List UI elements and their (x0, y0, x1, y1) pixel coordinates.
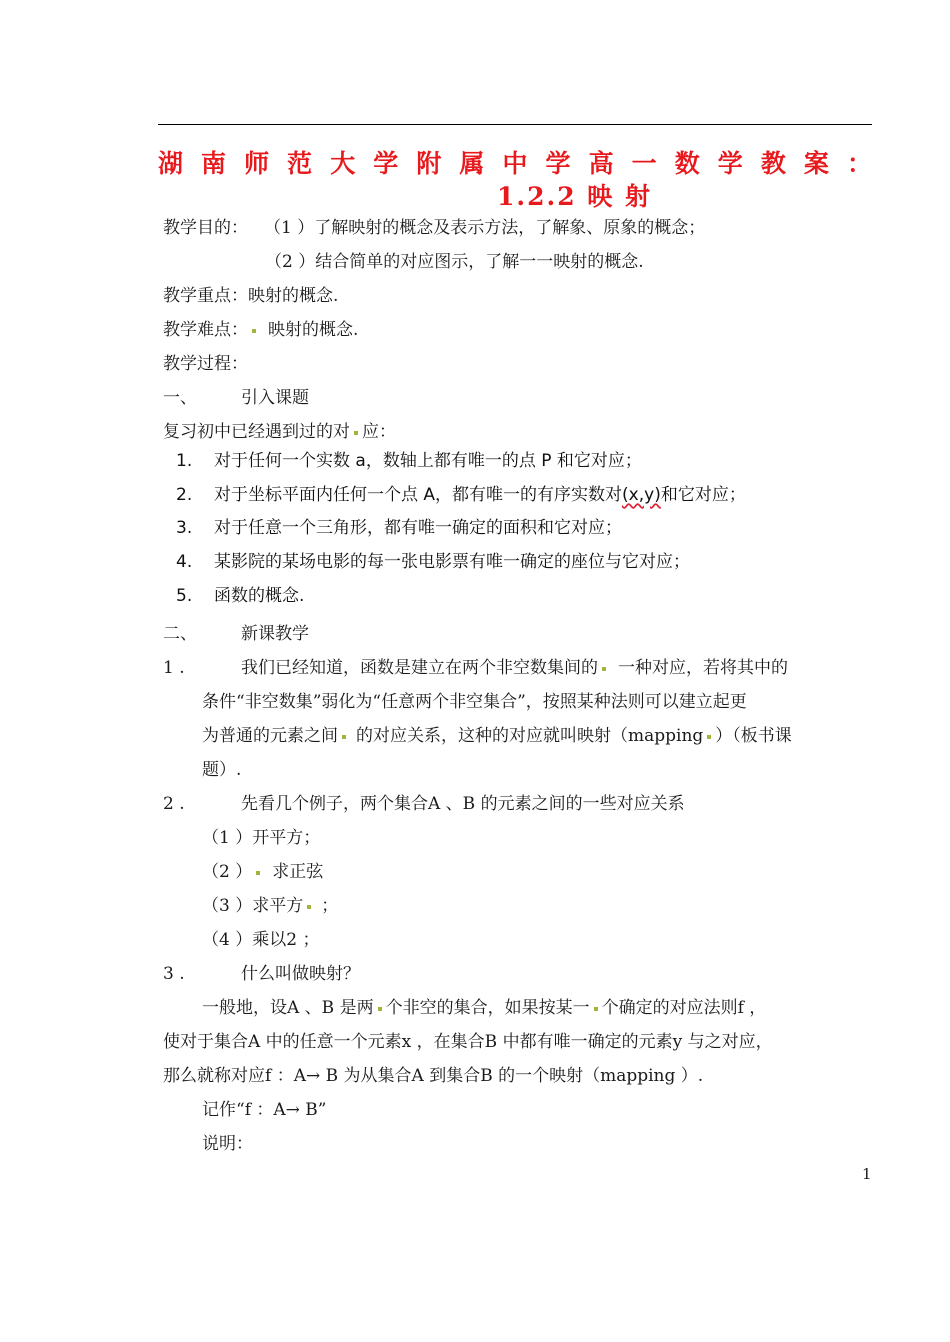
process-label: 教学过程： (163, 354, 248, 374)
section-1-heading (163, 386, 309, 410)
p3-note: 说明： (202, 1134, 253, 1154)
p1-line-2: 条件“非空数集”弱化为“任意两个非空集合”，按照某种法则可以建立起更 (202, 692, 747, 712)
marker-dot (252, 329, 256, 333)
review-item-4: 4. 某影院的某场电影的每一张电影票有唯一确定的座位与它对应； (176, 552, 690, 572)
marker-dot (342, 735, 346, 739)
p2-item-2: （2 ） 求正弦 (202, 862, 324, 882)
section-1-title: 引入课题 (241, 388, 309, 408)
section-1-index: 一、 (163, 388, 197, 408)
marker-dot (707, 735, 711, 739)
p3-line-1: 一般地，设A 、B 是两 个非空的集合，如果按某一 个确定的对应法则f ， (202, 998, 767, 1018)
p3-notation: 记作“f ：A→ B” (202, 1100, 327, 1120)
p2-item-3: （3 ）求平方 ； (202, 896, 339, 916)
marker-dot (256, 871, 260, 875)
review-intro: 复习初中已经遇到过的对 应： (163, 422, 396, 442)
p2-num: 2 . (163, 794, 185, 814)
difficulty-text: 映射的概念. (268, 320, 359, 340)
section-2-index: 二、 (163, 624, 197, 644)
p2-text: 先看几个例子，两个集合A 、B 的元素之间的一些对应关系 (241, 794, 685, 814)
header-rule (158, 124, 872, 125)
objective-2: （2 ）结合简单的对应图示，了解一一映射的概念. (265, 252, 644, 272)
marker-dot (354, 431, 358, 435)
objectives-line-1 (163, 216, 705, 240)
section-2-title: 新课教学 (241, 624, 309, 644)
difficulty-label: 教学难点： (163, 320, 248, 340)
section-2-heading (163, 622, 309, 646)
p2-item-4: （4 ）乘以2 ； (202, 930, 320, 950)
spellcheck-underline: (x,y) (622, 485, 661, 505)
review-item-5: 5. 函数的概念. (176, 586, 305, 606)
document-title: 湖南师范大学附属中学高一数学教案： (158, 149, 872, 178)
marker-dot (307, 905, 311, 909)
review-item-3: 3. 对于任意一个三角形，都有唯一确定的面积和它对应； (176, 518, 622, 538)
marker-dot (378, 1007, 382, 1011)
key-point: 教学重点：映射的概念. (163, 286, 339, 306)
p1-num: 1 . (163, 658, 185, 678)
p3-line-3: 那么就称对应f ：A→ B 为从集合A 到集合B 的一个映射（mapping ）. (163, 1066, 704, 1086)
marker-dot (602, 667, 606, 671)
p2-item-1: （1 ）开平方； (202, 828, 321, 848)
page-number: 1 (862, 1165, 872, 1183)
p3-line-2: 使对于集合A 中的任意一个元素x ，在集合B 中都有唯一确定的元素y 与之对应， (163, 1032, 773, 1052)
p1-line-4: 题）. (202, 760, 242, 780)
objectives-label: 教学目的： (163, 218, 248, 238)
marker-dot (594, 1007, 598, 1011)
objective-1: （1 ）了解映射的概念及表示方法，了解象、原象的概念； (264, 218, 706, 238)
p3-text: 什么叫做映射？ (241, 964, 360, 984)
document-subtitle: 1.2.2 映 射 (497, 182, 652, 211)
review-item-1: 1. 对于任何一个实数 a，数轴上都有唯一的点 P 和它对应； (176, 451, 642, 471)
p1-line-3: 为普通的元素之间 的对应关系，这种的对应就叫映射（mapping ）（板书课 (202, 726, 792, 746)
difficulty-line (163, 318, 358, 342)
p3-num: 3 . (163, 964, 185, 984)
p1-line-1: 我们已经知道，函数是建立在两个非空数集间的 一种对应，若将其中的 (241, 658, 788, 678)
review-item-2: 2. 对于坐标平面内任何一个点 A，都有唯一的有序实数对(x,y)和它对应； (176, 485, 746, 505)
